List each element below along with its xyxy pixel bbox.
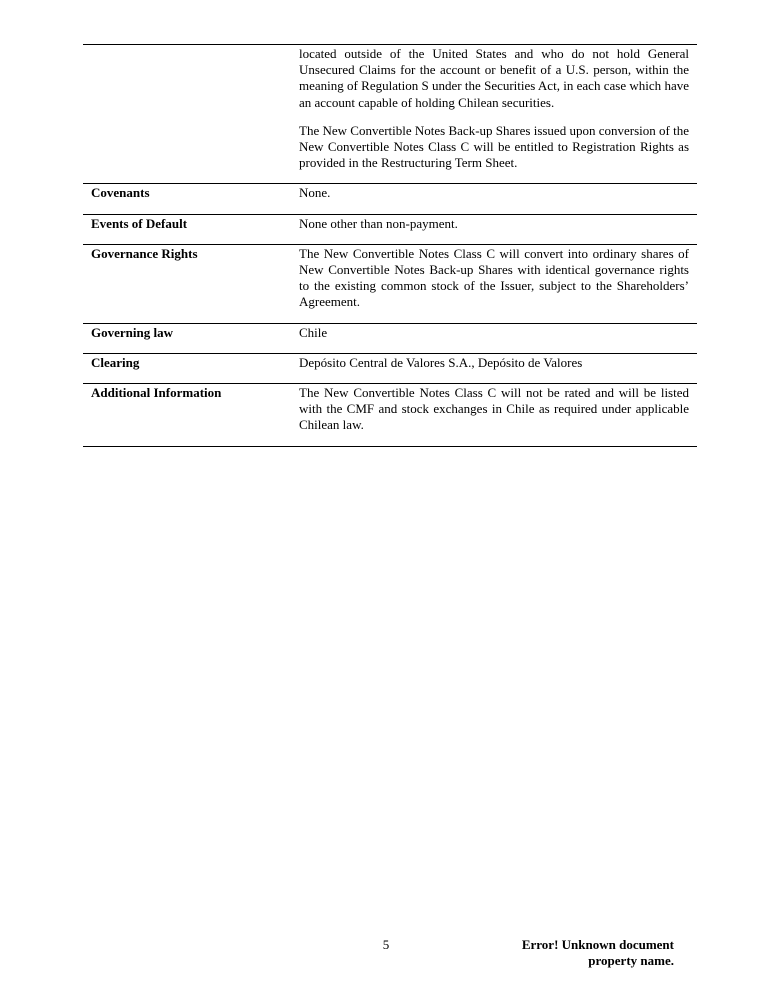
term-value: The New Convertible Notes Class C will convert into ordinary shares of New Convertible Notes Back-up Shares with identical governance rights to the existing common stock of the Issuer, subject to the Shareholders’ Agreement. (299, 244, 697, 323)
term-row-governance-rights (83, 244, 697, 323)
term-row-governing-law (83, 323, 697, 353)
term-value: Depósito Central de Valores S.A., Depósito de Valores (299, 353, 697, 383)
continuation-row (83, 45, 697, 184)
continuation-value-cell (299, 45, 697, 184)
term-value: None other than non-payment. (299, 214, 697, 244)
term-sheet-table (83, 44, 697, 447)
document-property-field (500, 937, 674, 969)
term-value: Chile (299, 323, 697, 353)
term-row-clearing (83, 353, 697, 383)
document-property-line: Error! Unknown document (521, 937, 674, 952)
term-label: Additional Information (83, 384, 299, 447)
continuation-paragraph: located outside of the United States and who do not hold General Unsecured Claims for the account or benefit of a U.S. person, within the meaning of Regulation S under the Securities Act, in each case which have an account capable of holding Chilean securities. (299, 46, 689, 110)
term-row-covenants (83, 184, 697, 214)
term-row-events-of-default (83, 214, 697, 244)
term-label: Governance Rights (83, 244, 299, 323)
term-label: Events of Default (83, 214, 299, 244)
term-label: Governing law (83, 323, 299, 353)
continuation-paragraph: The New Convertible Notes Back-up Shares issued upon conversion of the New Convertible Notes Class C will be entitled to Registration Rights as provided in the Restructuring Term Sheet. (299, 122, 689, 171)
document-property-line: property name. (588, 953, 674, 968)
term-value: The New Convertible Notes Class C will not be rated and will be listed with the CMF and stock exchanges in Chile as required under applicable Chilean law. (299, 384, 697, 447)
term-label: Covenants (83, 184, 299, 214)
page-number: 5 (382, 937, 390, 952)
continuation-label-cell (83, 45, 299, 184)
term-value: None. (299, 184, 697, 214)
term-row-additional-information (83, 384, 697, 447)
term-label: Clearing (83, 353, 299, 383)
